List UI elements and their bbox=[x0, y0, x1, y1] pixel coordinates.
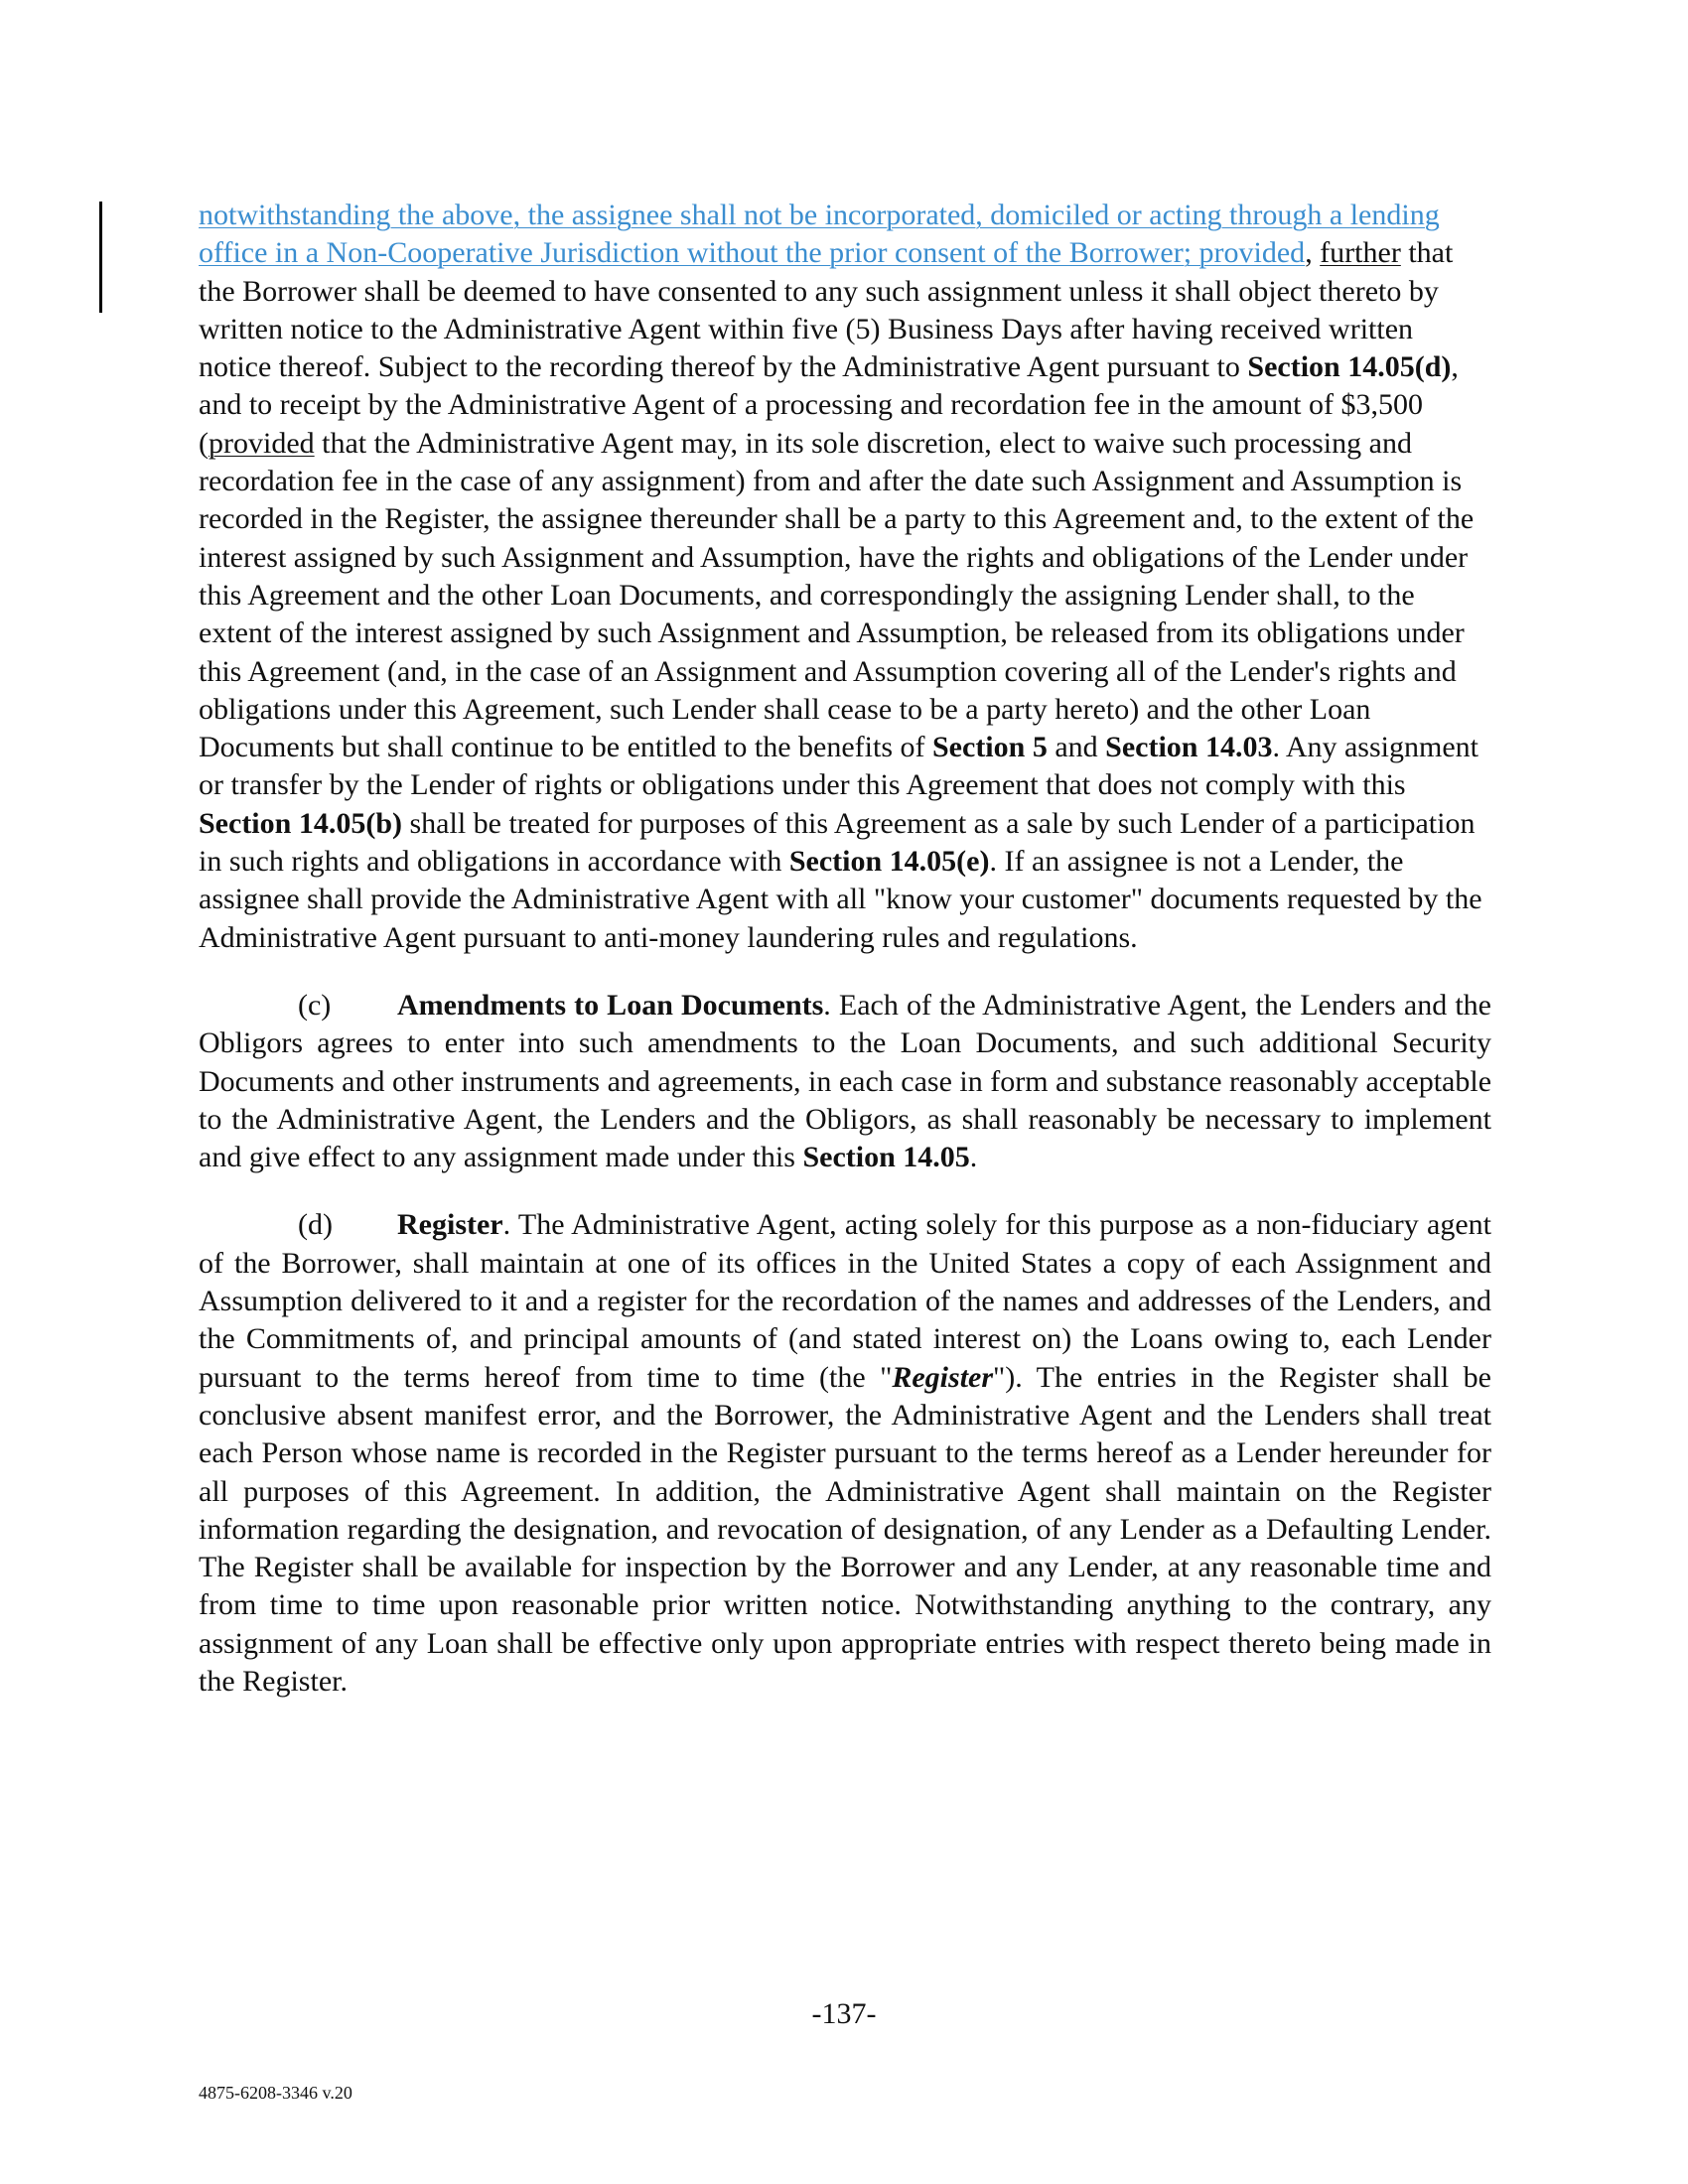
section-reference: Section 14.05(e) bbox=[788, 845, 990, 879]
defined-term: Register bbox=[892, 1360, 994, 1394]
underlined-term: further bbox=[1320, 236, 1401, 270]
document-id: 4875-6208-3346 v.20 bbox=[199, 2083, 352, 2103]
section-reference: Section 14.05(b) bbox=[199, 806, 402, 840]
paragraph-heading: Register bbox=[397, 1208, 503, 1242]
section-reference: Section 5 bbox=[932, 731, 1048, 764]
section-reference: Section 14.03 bbox=[1105, 731, 1273, 764]
underlined-term: provided bbox=[209, 426, 315, 460]
document-body bbox=[199, 197, 1491, 1701]
page-number: -137- bbox=[811, 1997, 877, 2030]
paragraph-heading: Amendments to Loan Documents bbox=[397, 988, 824, 1022]
revision-change-bar bbox=[99, 202, 102, 313]
paragraph-b-continuation: notwithstanding the above, the assignee shall not be incorporated, domiciled or acting through a lending office in a Non-Cooperative Jurisdiction without the prior consent of the Borrower; provided, further that the Borrower shall be deemed to have consented to any such assignment unless it shall object thereto by written notice to the Administrative Agent within five (5) Business Days after having received written notice thereof. Subject to the recording thereof by the Administrative Agent pursuant to Section 14.05(d), and to receipt by the Administrative Agent of a processing and recordation fee in the amount of $3,500 (provided that the Administrative Agent may, in its sole discretion, elect to waive such processing and recordation fee in the case of any assignment) from and after the date such Assignment and Assumption is recorded in the Register, the assignee thereunder shall be a party to this Agreement and, to the extent of the interest assigned by such Assignment and Assumption, have the rights and obligations of the Lender under this Agreement and the other Loan Documents, and correspondingly the assigning Lender shall, to the extent of the interest assigned by such Assignment and Assumption, be released from its obligations under this Agreement (and, in the case of an Assignment and Assumption covering all of the Lender's rights and obligations under this Agreement, such Lender shall cease to be a party hereto) and the other Loan Documents but shall continue to be entitled to the benefits of Section 5 and Section 14.03. Any assignment or transfer by the Lender of rights or obligations under this Agreement that does not comply with this Section 14.05(b) shall be treated for purposes of this Agreement as a sale by such Lender of a participation in such rights and obligations in accordance with Section 14.05(e). If an assignee is not a Lender, the assignee shall provide the Administrative Agent with all "know your customer" documents requested by the Administrative Agent pursuant to anti-money laundering rules and regulations. bbox=[199, 199, 1482, 954]
paragraph-label: (d) bbox=[298, 1208, 333, 1242]
paragraph-d: (d) Register. The Administrative Agent, acting solely for this purpose as a non-fiduciary agent of the Borrower, shall maintain at one of its offices in the United States a copy of each Assignment and Assumption delivered to it and a register for the recordation of the names and addresses of the Lenders, and the Commitments of, and principal amounts of (and stated interest on) the Loans owing to, each Lender pursuant to the terms hereof from time to time (the "Register"). The entries in the Register shall be conclusive absent manifest error, and the Borrower, the Administrative Agent and the Lenders shall treat each Person whose name is recorded in the Register pursuant to the terms hereof as a Lender hereunder for all purposes of this Agreement. In addition, the Administrative Agent shall maintain on the Register information regarding the designation, and revocation of designation, of any Lender as a Defaulting Lender. The Register shall be available for inspection by the Borrower and any Lender, at any reasonable time and from time to time upon reasonable prior written notice. Notwithstanding anything to the contrary, any assignment of any Loan shall be effective only upon appropriate entries with respect thereto being made in the Register. bbox=[199, 1208, 1491, 1698]
paragraph-label: (c) bbox=[298, 988, 332, 1022]
section-reference: Section 14.05(d) bbox=[1247, 350, 1452, 384]
section-reference: Section 14.05 bbox=[802, 1141, 970, 1174]
paragraph-c: (c) Amendments to Loan Documents. Each of the Administrative Agent, the Lenders and the Obligors agrees to enter into such amendments to the Loan Documents, and such additional Security Documents and other instruments and agreements, in each case in form and substance reasonably acceptable to the Administrative Agent, the Lenders and the Obligors, as shall reasonably be necessary to implement and give effect to any assignment made under this Section 14.05. bbox=[199, 988, 1492, 1174]
inserted-text: notwithstanding the above, the assignee shall not be incorporated, domiciled or acting through a lending office in a Non-Cooperative Jurisdiction without the prior consent of the Borrower; provided bbox=[199, 199, 1440, 270]
